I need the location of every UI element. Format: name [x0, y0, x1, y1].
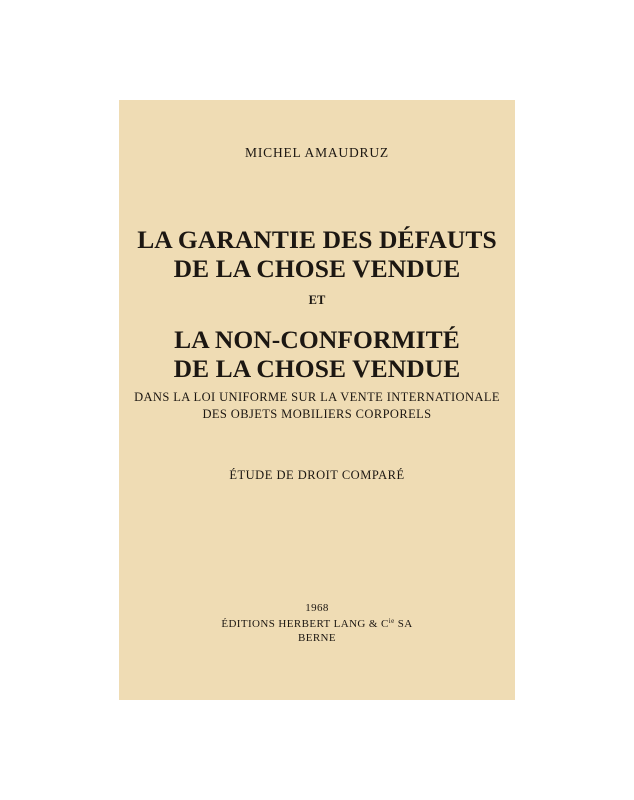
publisher-superscript: ie: [388, 617, 395, 625]
publication-city: BERNE: [297, 632, 337, 644]
publisher-name: [119, 617, 515, 630]
title-conjunction: ET: [308, 293, 326, 307]
subtitle-line-2: DES OBJETS MOBILIERS CORPORELS: [202, 407, 432, 421]
subtitle-line-1: DANS LA LOI UNIFORME SUR LA VENTE INTERNATIONALE: [134, 390, 500, 404]
title-line-2: DE LA CHOSE VENDUE: [173, 254, 461, 283]
publisher-suffix: SA: [394, 618, 413, 630]
author-name: MICHEL AMAUDRUZ: [245, 145, 389, 160]
title-page: [119, 100, 515, 700]
title-line-1: LA GARANTIE DES DÉFAUTS: [137, 225, 497, 254]
study-label: ÉTUDE DE DROIT COMPARÉ: [229, 468, 405, 482]
publication-year: 1968: [305, 602, 329, 614]
title-line-3: LA NON-CONFORMITÉ: [174, 325, 460, 354]
title-line-4: DE LA CHOSE VENDUE: [173, 354, 461, 383]
publisher-prefix: ÉDITIONS HERBERT LANG & C: [221, 618, 389, 630]
